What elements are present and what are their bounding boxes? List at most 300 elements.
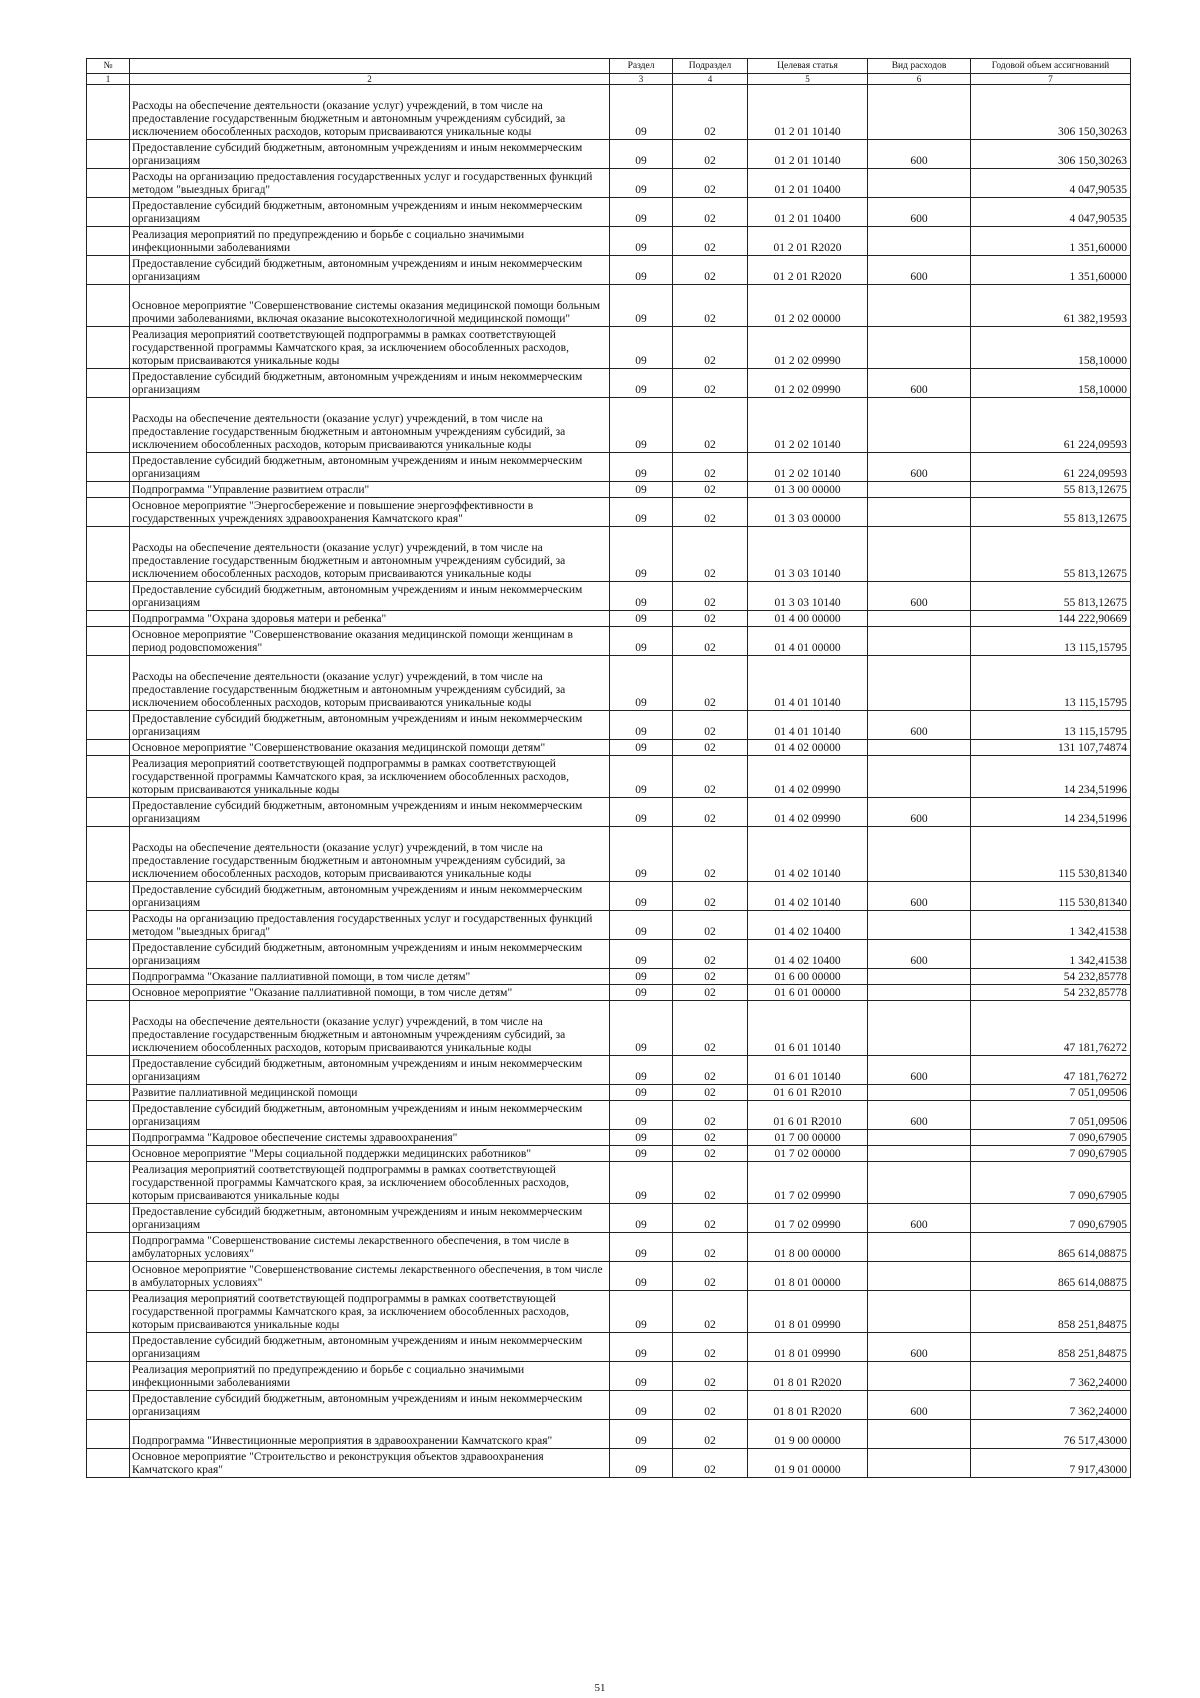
row-amount-cell: 7 051,09506 — [971, 1101, 1131, 1130]
row-name-cell: Основное мероприятие "Совершенствование оказания медицинской помощи женщинам в период родовспоможения" — [130, 627, 610, 656]
row-amount-cell: 61 224,09593 — [971, 453, 1131, 482]
row-expense-type-cell: 600 — [868, 1101, 971, 1130]
row-razdel-cell: 09 — [610, 369, 673, 398]
row-target-article-cell: 01 3 00 00000 — [748, 482, 868, 498]
row-podrazdel-cell: 02 — [673, 453, 748, 482]
row-amount-cell: 7 917,43000 — [971, 1449, 1131, 1478]
row-expense-type-cell — [868, 285, 971, 327]
row-podrazdel-cell: 02 — [673, 1056, 748, 1085]
row-number-cell — [87, 1146, 130, 1162]
row-expense-type-cell: 600 — [868, 198, 971, 227]
row-name-cell: Предоставление субсидий бюджетным, автономным учреждениям и иным некоммерческим организациям — [130, 140, 610, 169]
row-razdel-cell: 09 — [610, 627, 673, 656]
row-name-cell: Подпрограмма "Совершенствование системы лекарственного обеспечения, в том числе в амбулаторных условиях" — [130, 1233, 610, 1262]
row-target-article-cell: 01 6 01 R2010 — [748, 1101, 868, 1130]
row-podrazdel-cell: 02 — [673, 285, 748, 327]
row-number-cell — [87, 1291, 130, 1333]
row-razdel-cell: 09 — [610, 1162, 673, 1204]
column-index: 5 — [748, 74, 868, 85]
row-target-article-cell: 01 2 01 R2020 — [748, 256, 868, 285]
row-target-article-cell: 01 8 01 09990 — [748, 1333, 868, 1362]
table-row — [87, 453, 1131, 482]
table-row — [87, 1001, 1131, 1056]
row-amount-cell: 55 813,12675 — [971, 527, 1131, 582]
row-razdel-cell: 09 — [610, 656, 673, 711]
row-number-cell — [87, 627, 130, 656]
row-razdel-cell: 09 — [610, 398, 673, 453]
row-target-article-cell: 01 4 02 09990 — [748, 798, 868, 827]
row-number-cell — [87, 1162, 130, 1204]
row-expense-type-cell: 600 — [868, 1333, 971, 1362]
row-number-cell — [87, 1130, 130, 1146]
row-podrazdel-cell: 02 — [673, 882, 748, 911]
row-expense-type-cell — [868, 969, 971, 985]
row-amount-cell: 306 150,30263 — [971, 140, 1131, 169]
row-expense-type-cell: 600 — [868, 256, 971, 285]
row-name-cell: Расходы на обеспечение деятельности (оказание услуг) учреждений, в том числе на предоставление государственным бюджетным и автономным учреждениям субсидий, за исключением обособленных расходов, которым присваиваются уникальные коды — [130, 1001, 610, 1056]
row-number-cell — [87, 985, 130, 1001]
row-podrazdel-cell: 02 — [673, 985, 748, 1001]
row-razdel-cell: 09 — [610, 85, 673, 140]
row-target-article-cell: 01 8 01 R2020 — [748, 1391, 868, 1420]
row-target-article-cell: 01 8 01 09990 — [748, 1291, 868, 1333]
row-expense-type-cell — [868, 398, 971, 453]
row-amount-cell: 76 517,43000 — [971, 1420, 1131, 1449]
row-podrazdel-cell: 02 — [673, 140, 748, 169]
table-row — [87, 369, 1131, 398]
row-number-cell — [87, 656, 130, 711]
row-name-cell: Реализация мероприятий соответствующей подпрограммы в рамках соответствующей государственной программы Камчатского края, за исключением обособленных расходов, которым присваиваются уникальные коды — [130, 1162, 610, 1204]
row-expense-type-cell — [868, 1162, 971, 1204]
column-index: 3 — [610, 74, 673, 85]
row-razdel-cell: 09 — [610, 911, 673, 940]
header-num: № — [87, 59, 130, 74]
row-target-article-cell: 01 2 01 R2020 — [748, 227, 868, 256]
row-target-article-cell: 01 2 02 09990 — [748, 369, 868, 398]
row-amount-cell: 865 614,08875 — [971, 1262, 1131, 1291]
row-podrazdel-cell: 02 — [673, 169, 748, 198]
row-podrazdel-cell: 02 — [673, 1162, 748, 1204]
row-number-cell — [87, 969, 130, 985]
table-row — [87, 1204, 1131, 1233]
row-number-cell — [87, 1420, 130, 1449]
row-target-article-cell: 01 4 02 10140 — [748, 882, 868, 911]
table-row — [87, 1262, 1131, 1291]
row-name-cell: Расходы на организацию предоставления государственных услуг и государственных функций методом "выездных бригад" — [130, 169, 610, 198]
row-number-cell — [87, 1362, 130, 1391]
table-row — [87, 85, 1131, 140]
table-row — [87, 969, 1131, 985]
row-podrazdel-cell: 02 — [673, 327, 748, 369]
row-podrazdel-cell: 02 — [673, 1130, 748, 1146]
row-razdel-cell: 09 — [610, 169, 673, 198]
row-expense-type-cell: 600 — [868, 798, 971, 827]
row-target-article-cell: 01 2 02 10140 — [748, 398, 868, 453]
row-amount-cell: 158,10000 — [971, 369, 1131, 398]
row-podrazdel-cell: 02 — [673, 369, 748, 398]
row-target-article-cell: 01 2 01 10140 — [748, 140, 868, 169]
table-row — [87, 1333, 1131, 1362]
row-target-article-cell: 01 6 01 00000 — [748, 985, 868, 1001]
row-razdel-cell: 09 — [610, 711, 673, 740]
row-target-article-cell: 01 8 00 00000 — [748, 1233, 868, 1262]
row-name-cell: Основное мероприятие "Энергосбережение и повышение энергоэффективности в государственных учреждениях здравоохранения Камчатского края" — [130, 498, 610, 527]
row-name-cell: Развитие паллиативной медицинской помощи — [130, 1085, 610, 1101]
row-razdel-cell: 09 — [610, 940, 673, 969]
row-number-cell — [87, 482, 130, 498]
row-name-cell: Предоставление субсидий бюджетным, автономным учреждениям и иным некоммерческим организациям — [130, 1333, 610, 1362]
row-podrazdel-cell: 02 — [673, 611, 748, 627]
row-razdel-cell: 09 — [610, 1056, 673, 1085]
row-expense-type-cell — [868, 482, 971, 498]
row-expense-type-cell — [868, 527, 971, 582]
row-amount-cell: 858 251,84875 — [971, 1333, 1131, 1362]
row-target-article-cell: 01 2 01 10400 — [748, 198, 868, 227]
row-name-cell: Предоставление субсидий бюджетным, автономным учреждениям и иным некоммерческим организациям — [130, 711, 610, 740]
table-row — [87, 482, 1131, 498]
row-number-cell — [87, 527, 130, 582]
row-name-cell: Расходы на организацию предоставления государственных услуг и государственных функций методом "выездных бригад" — [130, 911, 610, 940]
row-expense-type-cell — [868, 1001, 971, 1056]
row-razdel-cell: 09 — [610, 140, 673, 169]
table-row — [87, 985, 1131, 1001]
row-razdel-cell: 09 — [610, 227, 673, 256]
row-amount-cell: 7 090,67905 — [971, 1146, 1131, 1162]
row-name-cell: Реализация мероприятий соответствующей подпрограммы в рамках соответствующей государственной программы Камчатского края, за исключением обособленных расходов, которым присваиваются уникальные коды — [130, 327, 610, 369]
row-name-cell: Расходы на обеспечение деятельности (оказание услуг) учреждений, в том числе на предоставление государственным бюджетным и автономным учреждениям субсидий, за исключением обособленных расходов, которым присваиваются уникальные коды — [130, 827, 610, 882]
row-number-cell — [87, 882, 130, 911]
row-expense-type-cell — [868, 1420, 971, 1449]
row-number-cell — [87, 911, 130, 940]
row-amount-cell: 7 090,67905 — [971, 1204, 1131, 1233]
row-expense-type-cell — [868, 1130, 971, 1146]
row-podrazdel-cell: 02 — [673, 498, 748, 527]
row-name-cell: Расходы на обеспечение деятельности (оказание услуг) учреждений, в том числе на предоставление государственным бюджетным и автономным учреждениям субсидий, за исключением обособленных расходов, которым присваиваются уникальные коды — [130, 527, 610, 582]
row-target-article-cell: 01 3 03 00000 — [748, 498, 868, 527]
row-name-cell: Реализация мероприятий соответствующей подпрограммы в рамках соответствующей государственной программы Камчатского края, за исключением обособленных расходов, которым присваиваются уникальные коды — [130, 1291, 610, 1333]
row-razdel-cell: 09 — [610, 453, 673, 482]
row-number-cell — [87, 140, 130, 169]
row-razdel-cell: 09 — [610, 882, 673, 911]
row-amount-cell: 47 181,76272 — [971, 1001, 1131, 1056]
row-number-cell — [87, 1233, 130, 1262]
row-amount-cell: 7 362,24000 — [971, 1362, 1131, 1391]
table-row — [87, 656, 1131, 711]
row-expense-type-cell — [868, 498, 971, 527]
table-row — [87, 740, 1131, 756]
row-podrazdel-cell: 02 — [673, 256, 748, 285]
row-podrazdel-cell: 02 — [673, 627, 748, 656]
row-amount-cell: 1 342,41538 — [971, 940, 1131, 969]
row-podrazdel-cell: 02 — [673, 1146, 748, 1162]
table-row — [87, 227, 1131, 256]
row-podrazdel-cell: 02 — [673, 1262, 748, 1291]
row-razdel-cell: 09 — [610, 1204, 673, 1233]
row-podrazdel-cell: 02 — [673, 1420, 748, 1449]
column-index-row — [87, 74, 1131, 85]
row-razdel-cell: 09 — [610, 756, 673, 798]
row-amount-cell: 7 051,09506 — [971, 1085, 1131, 1101]
row-amount-cell: 858 251,84875 — [971, 1291, 1131, 1333]
row-number-cell — [87, 1001, 130, 1056]
row-expense-type-cell: 600 — [868, 1056, 971, 1085]
row-number-cell — [87, 1101, 130, 1130]
table-row — [87, 798, 1131, 827]
row-amount-cell: 61 382,19593 — [971, 285, 1131, 327]
row-number-cell — [87, 327, 130, 369]
row-number-cell — [87, 1449, 130, 1478]
table-row — [87, 1233, 1131, 1262]
row-amount-cell: 13 115,15795 — [971, 711, 1131, 740]
row-razdel-cell: 09 — [610, 827, 673, 882]
row-number-cell — [87, 256, 130, 285]
row-amount-cell: 131 107,74874 — [971, 740, 1131, 756]
row-amount-cell: 865 614,08875 — [971, 1233, 1131, 1262]
row-amount-cell: 7 090,67905 — [971, 1130, 1131, 1146]
header-annual-volume: Годовой объем ассигнований — [971, 59, 1131, 74]
row-target-article-cell: 01 2 02 00000 — [748, 285, 868, 327]
header-target-article: Целевая статья — [748, 59, 868, 74]
row-podrazdel-cell: 02 — [673, 756, 748, 798]
header-razdel: Раздел — [610, 59, 673, 74]
row-podrazdel-cell: 02 — [673, 198, 748, 227]
row-target-article-cell: 01 4 00 00000 — [748, 611, 868, 627]
row-amount-cell: 55 813,12675 — [971, 482, 1131, 498]
row-number-cell — [87, 227, 130, 256]
row-name-cell: Подпрограмма "Инвестиционные мероприятия в здравоохранении Камчатского края" — [130, 1420, 610, 1449]
row-expense-type-cell — [868, 756, 971, 798]
row-podrazdel-cell: 02 — [673, 798, 748, 827]
row-target-article-cell: 01 4 02 00000 — [748, 740, 868, 756]
table-row — [87, 1391, 1131, 1420]
row-razdel-cell: 09 — [610, 1101, 673, 1130]
row-razdel-cell: 09 — [610, 740, 673, 756]
header-podrazdel: Подраздел — [673, 59, 748, 74]
row-expense-type-cell — [868, 827, 971, 882]
row-number-cell — [87, 453, 130, 482]
row-target-article-cell: 01 2 01 10400 — [748, 169, 868, 198]
row-target-article-cell: 01 2 01 10140 — [748, 85, 868, 140]
row-expense-type-cell — [868, 227, 971, 256]
row-number-cell — [87, 611, 130, 627]
row-amount-cell: 7 362,24000 — [971, 1391, 1131, 1420]
row-amount-cell: 61 224,09593 — [971, 398, 1131, 453]
row-podrazdel-cell: 02 — [673, 711, 748, 740]
row-name-cell: Основное мероприятие "Оказание паллиативной помощи, в том числе детям" — [130, 985, 610, 1001]
row-target-article-cell: 01 4 02 10400 — [748, 911, 868, 940]
row-target-article-cell: 01 7 02 00000 — [748, 1146, 868, 1162]
row-name-cell: Предоставление субсидий бюджетным, автономным учреждениям и иным некоммерческим организациям — [130, 1391, 610, 1420]
row-expense-type-cell: 600 — [868, 711, 971, 740]
row-target-article-cell: 01 3 03 10140 — [748, 527, 868, 582]
row-podrazdel-cell: 02 — [673, 227, 748, 256]
row-number-cell — [87, 711, 130, 740]
table-row — [87, 398, 1131, 453]
row-razdel-cell: 09 — [610, 482, 673, 498]
row-expense-type-cell — [868, 1085, 971, 1101]
row-amount-cell: 144 222,90669 — [971, 611, 1131, 627]
row-podrazdel-cell: 02 — [673, 827, 748, 882]
row-razdel-cell: 09 — [610, 1449, 673, 1478]
row-podrazdel-cell: 02 — [673, 969, 748, 985]
row-expense-type-cell — [868, 169, 971, 198]
budget-document — [86, 58, 1130, 1478]
row-target-article-cell: 01 4 02 09990 — [748, 756, 868, 798]
row-target-article-cell: 01 4 02 10400 — [748, 940, 868, 969]
row-target-article-cell: 01 7 00 00000 — [748, 1130, 868, 1146]
row-name-cell: Предоставление субсидий бюджетным, автономным учреждениям и иным некоммерческим организациям — [130, 198, 610, 227]
row-podrazdel-cell: 02 — [673, 1291, 748, 1333]
row-name-cell: Предоставление субсидий бюджетным, автономным учреждениям и иным некоммерческим организациям — [130, 1101, 610, 1130]
row-target-article-cell: 01 4 01 10140 — [748, 656, 868, 711]
table-row — [87, 882, 1131, 911]
row-amount-cell: 115 530,81340 — [971, 882, 1131, 911]
table-row — [87, 911, 1131, 940]
column-index: 4 — [673, 74, 748, 85]
row-name-cell: Подпрограмма "Оказание паллиативной помощи, в том числе детям" — [130, 969, 610, 985]
row-amount-cell: 1 351,60000 — [971, 227, 1131, 256]
row-target-article-cell: 01 4 01 10140 — [748, 711, 868, 740]
budget-table-body — [87, 85, 1131, 1478]
row-target-article-cell: 01 8 01 00000 — [748, 1262, 868, 1291]
row-number-cell — [87, 285, 130, 327]
row-amount-cell: 54 232,85778 — [971, 969, 1131, 985]
row-name-cell: Предоставление субсидий бюджетным, автономным учреждениям и иным некоммерческим организациям — [130, 882, 610, 911]
table-row — [87, 582, 1131, 611]
row-razdel-cell: 09 — [610, 1233, 673, 1262]
row-podrazdel-cell: 02 — [673, 1101, 748, 1130]
table-row — [87, 198, 1131, 227]
row-number-cell — [87, 798, 130, 827]
row-name-cell: Реализация мероприятий по предупреждению и борьбе с социально значимыми инфекционными заболеваниями — [130, 227, 610, 256]
row-amount-cell: 54 232,85778 — [971, 985, 1131, 1001]
row-number-cell — [87, 398, 130, 453]
row-expense-type-cell — [868, 85, 971, 140]
row-razdel-cell: 09 — [610, 1001, 673, 1056]
header-expense-type: Вид расходов — [868, 59, 971, 74]
row-name-cell: Основное мероприятие "Меры социальной поддержки медицинских работников" — [130, 1146, 610, 1162]
row-razdel-cell: 09 — [610, 969, 673, 985]
row-expense-type-cell: 600 — [868, 582, 971, 611]
row-amount-cell: 47 181,76272 — [971, 1056, 1131, 1085]
row-name-cell: Предоставление субсидий бюджетным, автономным учреждениям и иным некоммерческим организациям — [130, 256, 610, 285]
row-razdel-cell: 09 — [610, 327, 673, 369]
row-amount-cell: 13 115,15795 — [971, 627, 1131, 656]
row-number-cell — [87, 940, 130, 969]
row-name-cell: Подпрограмма "Охрана здоровья матери и ребенка" — [130, 611, 610, 627]
row-name-cell: Предоставление субсидий бюджетным, автономным учреждениям и иным некоммерческим организациям — [130, 453, 610, 482]
row-name-cell: Реализация мероприятий по предупреждению и борьбе с социально значимыми инфекционными заболеваниями — [130, 1362, 610, 1391]
row-name-cell: Подпрограмма "Управление развитием отрасли" — [130, 482, 610, 498]
row-podrazdel-cell: 02 — [673, 1001, 748, 1056]
table-row — [87, 827, 1131, 882]
row-target-article-cell: 01 2 02 10140 — [748, 453, 868, 482]
row-razdel-cell: 09 — [610, 1333, 673, 1362]
row-expense-type-cell — [868, 1233, 971, 1262]
row-target-article-cell: 01 4 02 10140 — [748, 827, 868, 882]
row-expense-type-cell — [868, 985, 971, 1001]
budget-table — [86, 58, 1131, 1478]
row-razdel-cell: 09 — [610, 498, 673, 527]
row-podrazdel-cell: 02 — [673, 1085, 748, 1101]
row-podrazdel-cell: 02 — [673, 1333, 748, 1362]
row-razdel-cell: 09 — [610, 1291, 673, 1333]
row-target-article-cell: 01 7 02 09990 — [748, 1162, 868, 1204]
row-expense-type-cell — [868, 911, 971, 940]
row-podrazdel-cell: 02 — [673, 911, 748, 940]
column-index: 6 — [868, 74, 971, 85]
row-number-cell — [87, 1056, 130, 1085]
row-amount-cell: 14 234,51996 — [971, 798, 1131, 827]
row-razdel-cell: 09 — [610, 1146, 673, 1162]
row-amount-cell: 14 234,51996 — [971, 756, 1131, 798]
row-razdel-cell: 09 — [610, 1085, 673, 1101]
table-row — [87, 285, 1131, 327]
row-amount-cell: 7 090,67905 — [971, 1162, 1131, 1204]
row-razdel-cell: 09 — [610, 527, 673, 582]
row-number-cell — [87, 740, 130, 756]
row-number-cell — [87, 1085, 130, 1101]
row-name-cell: Основное мероприятие "Совершенствование оказания медицинской помощи детям" — [130, 740, 610, 756]
table-row — [87, 1162, 1131, 1204]
row-amount-cell: 306 150,30263 — [971, 85, 1131, 140]
row-target-article-cell: 01 6 01 10140 — [748, 1001, 868, 1056]
row-expense-type-cell: 600 — [868, 453, 971, 482]
row-expense-type-cell — [868, 1362, 971, 1391]
table-row — [87, 1085, 1131, 1101]
row-podrazdel-cell: 02 — [673, 482, 748, 498]
row-number-cell — [87, 369, 130, 398]
row-name-cell: Предоставление субсидий бюджетным, автономным учреждениям и иным некоммерческим организациям — [130, 1204, 610, 1233]
row-amount-cell: 115 530,81340 — [971, 827, 1131, 882]
page-number: 51 — [594, 1682, 606, 1694]
row-number-cell — [87, 1204, 130, 1233]
row-razdel-cell: 09 — [610, 256, 673, 285]
table-row — [87, 1449, 1131, 1478]
row-name-cell: Расходы на обеспечение деятельности (оказание услуг) учреждений, в том числе на предоставление государственным бюджетным и автономным учреждениям субсидий, за исключением обособленных расходов, которым присваиваются уникальные коды — [130, 398, 610, 453]
row-target-article-cell: 01 4 01 00000 — [748, 627, 868, 656]
row-expense-type-cell — [868, 1449, 971, 1478]
row-amount-cell: 55 813,12675 — [971, 582, 1131, 611]
row-expense-type-cell — [868, 627, 971, 656]
row-razdel-cell: 09 — [610, 582, 673, 611]
row-podrazdel-cell: 02 — [673, 1449, 748, 1478]
row-amount-cell: 4 047,90535 — [971, 198, 1131, 227]
table-row — [87, 711, 1131, 740]
row-expense-type-cell: 600 — [868, 140, 971, 169]
table-row — [87, 1146, 1131, 1162]
row-name-cell: Предоставление субсидий бюджетным, автономным учреждениям и иным некоммерческим организациям — [130, 582, 610, 611]
row-podrazdel-cell: 02 — [673, 940, 748, 969]
row-expense-type-cell: 600 — [868, 882, 971, 911]
row-podrazdel-cell: 02 — [673, 1362, 748, 1391]
row-podrazdel-cell: 02 — [673, 582, 748, 611]
table-row — [87, 169, 1131, 198]
table-row — [87, 1130, 1131, 1146]
row-razdel-cell: 09 — [610, 285, 673, 327]
row-name-cell: Расходы на обеспечение деятельности (оказание услуг) учреждений, в том числе на предоставление государственным бюджетным и автономным учреждениям субсидий, за исключением обособленных расходов, которым присваиваются уникальные коды — [130, 85, 610, 140]
row-number-cell — [87, 198, 130, 227]
table-row — [87, 940, 1131, 969]
row-amount-cell: 55 813,12675 — [971, 498, 1131, 527]
row-name-cell: Предоставление субсидий бюджетным, автономным учреждениям и иным некоммерческим организациям — [130, 369, 610, 398]
row-name-cell: Предоставление субсидий бюджетным, автономным учреждениям и иным некоммерческим организациям — [130, 1056, 610, 1085]
row-expense-type-cell — [868, 1291, 971, 1333]
row-razdel-cell: 09 — [610, 1420, 673, 1449]
row-podrazdel-cell: 02 — [673, 1391, 748, 1420]
row-target-article-cell: 01 6 01 R2010 — [748, 1085, 868, 1101]
table-row — [87, 140, 1131, 169]
